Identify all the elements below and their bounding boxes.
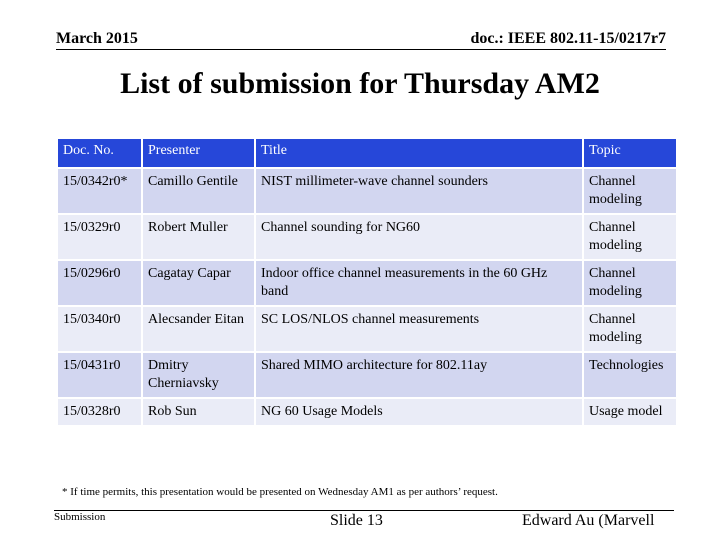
cell-doc-no: 15/0296r0 xyxy=(58,261,141,305)
column-header-title: Title xyxy=(256,139,582,167)
table-header-row xyxy=(58,139,676,167)
cell-doc-no: 15/0342r0* xyxy=(58,169,141,213)
submission-table xyxy=(56,137,678,427)
footer-submission-label: Submission xyxy=(54,511,106,523)
cell-doc-no: 15/0340r0 xyxy=(58,307,141,351)
table-row xyxy=(58,169,676,213)
table-row xyxy=(58,399,676,425)
cell-topic: Channel modeling xyxy=(584,261,676,305)
cell-title: Indoor office channel measurements in the 60 GHz band xyxy=(256,261,582,305)
header-doc-id: doc.: IEEE 802.11-15/0217r7 xyxy=(470,30,666,47)
cell-title: Shared MIMO architecture for 802.11ay xyxy=(256,353,582,397)
cell-topic: Technologies xyxy=(584,353,676,397)
cell-title: NIST millimeter-wave channel sounders xyxy=(256,169,582,213)
cell-presenter: Alecsander Eitan xyxy=(143,307,254,351)
footer-slide-number: Slide 13 xyxy=(330,512,383,529)
header-divider xyxy=(56,49,666,50)
footer-divider xyxy=(54,510,674,511)
cell-doc-no: 15/0431r0 xyxy=(58,353,141,397)
cell-doc-no: 15/0329r0 xyxy=(58,215,141,259)
cell-topic: Usage model xyxy=(584,399,676,425)
footnote: * If time permits, this presentation would be presented on Wednesday AM1 as per authors’ request. xyxy=(62,486,498,498)
cell-topic: Channel modeling xyxy=(584,169,676,213)
footer-author: Edward Au (Marvell xyxy=(522,512,655,529)
table-row xyxy=(58,261,676,305)
table-row xyxy=(58,353,676,397)
header-date: March 2015 xyxy=(56,30,138,47)
cell-presenter: Dmitry Cherniavsky xyxy=(143,353,254,397)
slide-title: List of submission for Thursday AM2 xyxy=(120,67,600,100)
cell-topic: Channel modeling xyxy=(584,215,676,259)
table-row xyxy=(58,307,676,351)
cell-title: Channel sounding for NG60 xyxy=(256,215,582,259)
column-header-doc-no: Doc. No. xyxy=(58,139,141,167)
cell-title: NG 60 Usage Models xyxy=(256,399,582,425)
table-row xyxy=(58,215,676,259)
cell-presenter: Rob Sun xyxy=(143,399,254,425)
cell-doc-no: 15/0328r0 xyxy=(58,399,141,425)
cell-title: SC LOS/NLOS channel measurements xyxy=(256,307,582,351)
cell-presenter: Cagatay Capar xyxy=(143,261,254,305)
cell-presenter: Robert Muller xyxy=(143,215,254,259)
column-header-topic: Topic xyxy=(584,139,676,167)
cell-presenter: Camillo Gentile xyxy=(143,169,254,213)
cell-topic: Channel modeling xyxy=(584,307,676,351)
column-header-presenter: Presenter xyxy=(143,139,254,167)
